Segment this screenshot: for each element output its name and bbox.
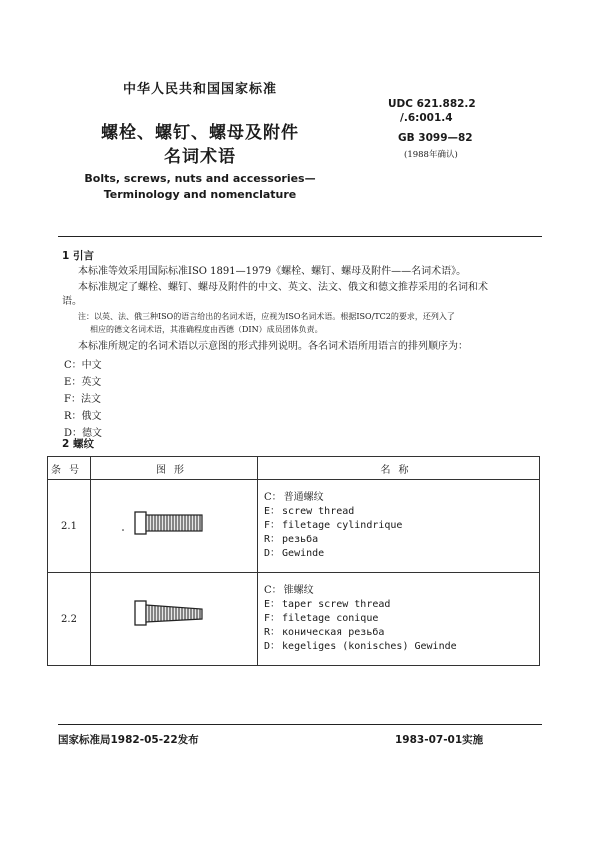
header-number: 条号	[48, 457, 91, 480]
standard-label: 中华人民共和国国家标准	[122, 82, 277, 97]
udc-code-line1: UDC 621.882.2	[388, 98, 476, 110]
table-row	[48, 573, 540, 666]
intro-paragraph-2-line2: 语。	[62, 296, 82, 307]
issue-date: 国家标准局1982-05-22发布	[58, 734, 199, 746]
note-line2: 相应的德文名词术语，其准确程度由西德（DIN）成员团体负责。	[90, 325, 323, 334]
table-row	[48, 480, 540, 573]
title-chinese-line1: 螺栓、螺钉、螺母及附件	[101, 123, 299, 143]
term-name-fr: F： filetage cylindrique	[264, 520, 403, 531]
title-chinese-line2: 名词术语	[164, 147, 236, 167]
effective-date: 1983-07-01实施	[395, 734, 484, 746]
language-item: F：法文	[64, 394, 101, 405]
term-name-de: D： Gewinde	[264, 548, 325, 559]
term-name-de: D： kegeliges (konisches) Gewinde	[264, 641, 457, 652]
names-cell	[258, 480, 540, 573]
udc-code-line2: /.6:001.4	[400, 112, 453, 124]
names-cell	[258, 573, 540, 666]
footer-divider	[58, 724, 542, 725]
figure-cell	[91, 573, 258, 666]
table-header-row	[48, 457, 540, 480]
term-name-zh: C： 锥螺纹	[264, 585, 314, 596]
gb-code: GB 3099—82	[398, 132, 473, 144]
confirmation-note: (1988年确认)	[404, 150, 458, 160]
taper-thread-screw-icon	[91, 573, 257, 665]
intro-paragraph-1: 本标准等效采用国际标准ISO 1891—1979《螺栓、螺钉、螺母及附件——名词术语》。	[78, 266, 467, 277]
term-number: 2.2	[48, 573, 91, 666]
term-name-en: E： taper screw thread	[264, 599, 391, 610]
title-english-line2: Terminology and nomenclature	[103, 188, 297, 201]
section-2-heading: 2 螺纹	[62, 438, 94, 450]
title-english-line1: Bolts, screws, nuts and accessories—	[84, 172, 316, 185]
language-item: R：俄文	[64, 411, 102, 422]
language-item: C：中文	[64, 360, 102, 371]
term-name-fr: F： filetage conique	[264, 613, 379, 624]
intro-paragraph-2-line1: 本标准规定了螺栓、螺钉、螺母及附件的中文、英文、法文、俄文和德文推荐采用的名词和术	[78, 282, 488, 293]
figure-cell	[91, 480, 258, 573]
term-name-zh: C： 普通螺纹	[264, 492, 324, 503]
language-item: D：德文	[64, 428, 103, 439]
language-item: E：英文	[64, 377, 102, 388]
note-line1: 注：以英、法、俄三种ISO的语言给出的名词术语，应视为ISO名词术语。根据ISO/TC2的要求，还列入了	[78, 312, 455, 321]
term-name-ru: R： резьба	[264, 534, 319, 545]
header-name: 名称	[258, 457, 540, 480]
term-name-en: E： screw thread	[264, 506, 355, 517]
term-name-ru: R： коническая резьба	[264, 627, 385, 638]
term-number: 2.1	[48, 480, 91, 573]
straight-thread-screw-icon	[91, 480, 257, 572]
terminology-table	[47, 456, 540, 666]
section-1-heading: 1 引言	[62, 250, 94, 262]
header-figure: 图形	[91, 457, 258, 480]
header-divider	[58, 236, 542, 237]
intro-paragraph-3: 本标准所规定的名词术语以示意图的形式排列说明。各名词术语所用语言的排列顺序为：	[78, 341, 468, 352]
